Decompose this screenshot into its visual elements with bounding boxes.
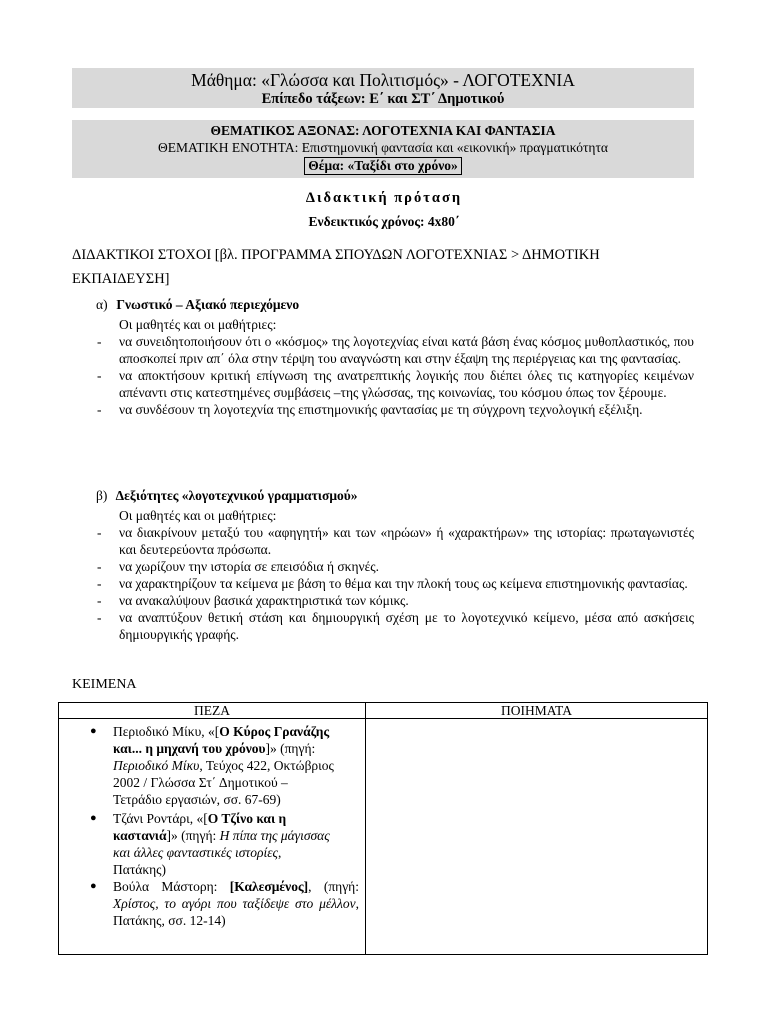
dash-bullet: - (97, 610, 102, 625)
bullet-icon: ● (90, 812, 97, 824)
list-item: - να διακρίνουν μεταξύ του «αφηγητή» και των «ηρώων» ή «χαρακτήρων» της ιστορίας: πρωταγωνιστές και δευτερεύοντα πρόσωπα. (97, 525, 694, 557)
texts-heading: ΚΕΙΜΕΝΑ (72, 677, 137, 692)
lesson-header (72, 68, 694, 108)
list-item: - να χωρίζουν την ιστορία σε επεισόδια ή σκηνές. (97, 559, 380, 574)
table-header-row (59, 703, 708, 719)
list-item: - να χαρακτηρίζουν τα κείμενα με βάση το θέμα και την πλοκή τους ως κείμενα επιστημονικής φαντασίας. (97, 576, 688, 591)
thematic-axis: ΘΕΜΑΤΙΚΟΣ ΑΞΟΝΑΣ: ΛΟΓΟΤΕΧΝΙΑ ΚΑΙ ΦΑΝΤΑΣΙΑ (210, 123, 556, 138)
theme-box: Θέμα: «Ταξίδι στο χρόνο» (304, 157, 462, 175)
column-header-prose: ΠΕΖΑ (59, 703, 366, 719)
prose-item: ● Βούλα Μάστορη: [Καλεσμένος], (πηγή: Χρίστος, το αγόρι που ταξίδεψε στο μέλλον, Πατάκης, σσ. 12-14) (90, 879, 359, 928)
thematic-header (72, 120, 694, 178)
section-a-intro: Οι μαθητές και οι μαθήτριες: (119, 317, 277, 332)
prose-item-title: [Καλεσμένος] (229, 879, 309, 894)
prose-item-source: Η πίπα της μάγισσας και άλλες φανταστικές ιστορίες (113, 828, 330, 860)
list-item: - να ανακαλύψουν βασικά χαρακτηριστικά των κόμικς. (97, 593, 409, 608)
section-a (72, 296, 694, 418)
dash-bullet: - (97, 593, 102, 608)
list-item: - να αναπτύξουν θετική στάση και δημιουργική σχέση με το λογοτεχνικό κείμενο, μέσα από ασκήσεις δημιουργικής γραφής. (97, 610, 694, 642)
prose-item-title: Ο Κύρος Γρανάζης και... η μηχανή του χρόνου (113, 724, 330, 756)
section-a-label: α) (96, 297, 108, 312)
proposal-title: Διδακτική πρόταση (305, 190, 463, 206)
goals-heading: ΔΙΔΑΚΤΙΚΟΙ ΣΤΟΧΟΙ (72, 247, 212, 263)
section-b-label: β) (96, 488, 108, 503)
teaching-goals (72, 243, 694, 291)
prose-item-title: Ο Τζίνο και η καστανιά (113, 811, 287, 843)
section-a-heading: Γνωστικό – Αξιακό περιεχόμενο (116, 297, 300, 312)
dash-bullet: - (97, 368, 102, 383)
dash-bullet: - (97, 559, 102, 574)
list-item: - να συνειδητοποιήσουν ότι ο «κόσμος» της λογοτεχνίας είναι κατά βάση ένας κόσμος μυθοπλαστικός, που αποσκοπεί πριν απ΄ όλα στην τέρψη του αναγνώστη και στην έξαψη της περιέργειας και της φαντασίας. (97, 334, 694, 366)
dash-bullet: - (97, 525, 102, 540)
list-item: - να συνδέσουν τη λογοτεχνία της επιστημονικής φαντασίας με τη σύγχρονη τεχνολογική εξέλιξη. (97, 402, 643, 417)
dash-bullet: - (97, 402, 102, 417)
prose-cell (59, 719, 366, 955)
grade-level: Επίπεδο τάξεων: Ε΄ και ΣΤ΄ Δημοτικού (261, 91, 505, 107)
thematic-unit: ΘΕΜΑΤΙΚΗ ΕΝΟΤΗΤΑ: Επιστημονική φαντασία και «εικονική» πραγματικότητα (158, 140, 608, 155)
bullet-icon: ● (90, 725, 97, 737)
table-row (59, 719, 708, 955)
dash-bullet: - (97, 576, 102, 591)
section-b-heading: Δεξιότητες «λογοτεχνικού γραμματισμού» (115, 488, 358, 503)
column-header-poems: ΠΟΙΗΜΑΤΑ (366, 703, 708, 719)
bullet-icon: ● (90, 880, 97, 892)
prose-item: ● Τζάνι Ροντάρι, «[Ο Τζίνο και η καστανιά]» (πηγή: Η πίπα της μάγισσας και άλλες φανταστικές ιστορίες, Πατάκης) (90, 811, 330, 877)
texts-table (58, 702, 708, 955)
lesson-title: Μάθημα: «Γλώσσα και Πολιτισμός» - ΛΟΓΟΤΕΧΝΙΑ (191, 70, 575, 90)
list-item: - να αποκτήσουν κριτική επίγνωση της ανατρεπτικής λογικής που διέπει όλες τις κατηγορίες κειμένων απέναντι στις κατεστημένες συμβάσεις –της γλώσσας, της κοινωνίας, του κόσμου όπως τον ξέρουμε. (97, 368, 694, 400)
poems-cell (366, 719, 708, 955)
prose-item-source: Χρίστος, το αγόρι που ταξίδεψε στο μέλλον (113, 896, 356, 911)
goals-reference: [βλ. ΠΡΟΓΡΑΜΜΑ ΣΠΟΥΔΩΝ ΛΟΓΟΤΕΧΝΙΑΣ > ΔΗΜΟΤΙΚΗ ΕΚΠΑΙΔΕΥΣΗ] (72, 247, 600, 287)
section-b (72, 487, 694, 643)
proposal-time: Ενδεικτικός χρόνος: 4x80΄ (308, 214, 460, 229)
section-b-intro: Οι μαθητές και οι μαθήτριες: (119, 508, 277, 523)
dash-bullet: - (97, 334, 102, 349)
prose-item-source: Περιοδικό Μίκυ (113, 758, 200, 773)
prose-item: ● Περιοδικό Μίκυ, «[Ο Κύρος Γρανάζης και... η μηχανή του χρόνου]» (πηγή: Περιοδικό Μίκυ, Τεύχος 422, Οκτώβριος 2002 / Γλώσσα Στ΄ Δημοτικού – Τετράδιο εργασιών, σσ. 67-69) (90, 724, 334, 807)
